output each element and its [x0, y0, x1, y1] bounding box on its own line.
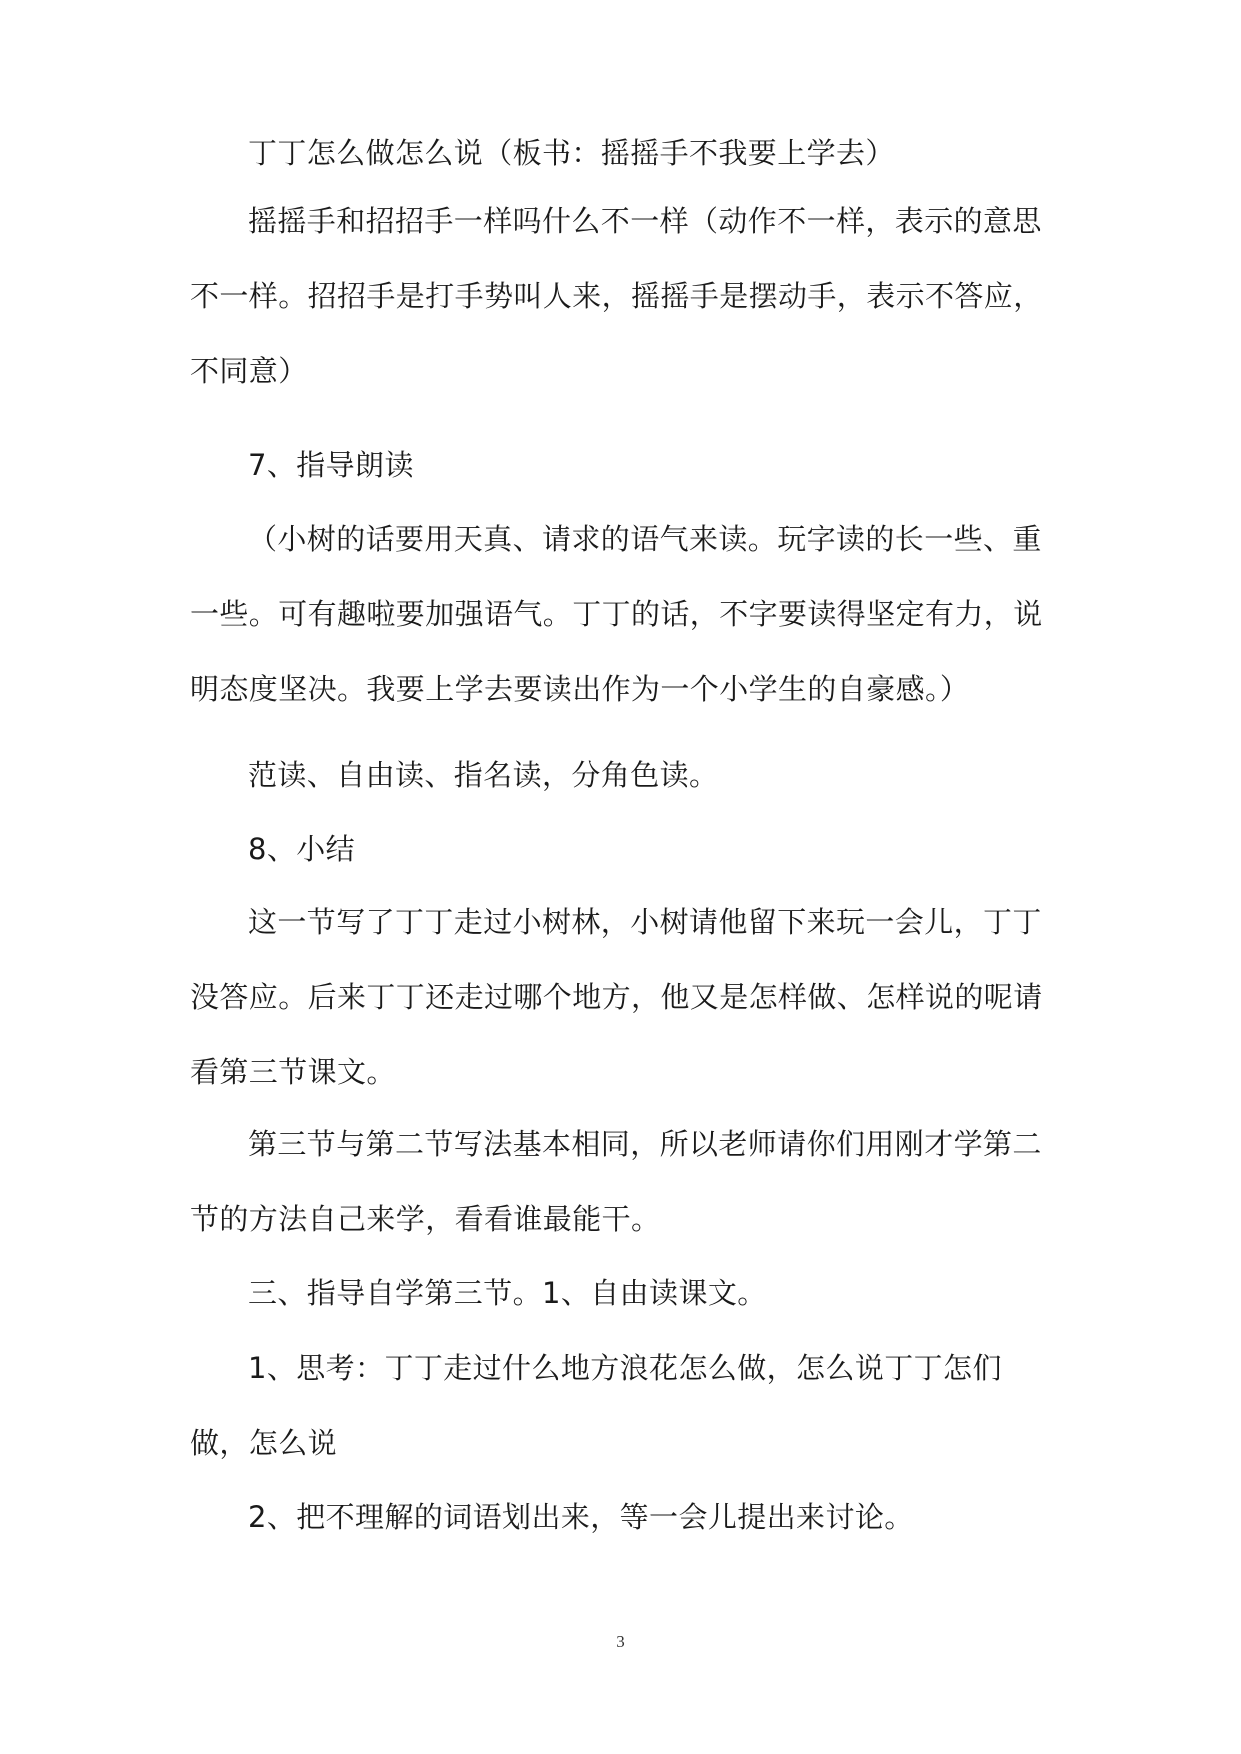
- paragraph: （小树的话要用天真、请求的语气来读。玩字读的长一些、重一些。可有趣啦要加强语气。丁丁的话，不字要读得坚定有力，说明态度坚决。我要上学去要读出作为一个小学生的自豪感。）: [190, 522, 1043, 706]
- paragraph-heading: 7、指导朗读: [248, 448, 414, 482]
- paragraph: 丁丁怎么做怎么说（板书：摇摇手不我要上学去）: [248, 136, 895, 170]
- paragraph: 范读、自由读、指名读，分角色读。: [248, 758, 719, 792]
- paragraph: 第三节与第二节写法基本相同，所以老师请你们用刚才学第二节的方法自己来学，看看谁最能干。: [190, 1127, 1042, 1236]
- paragraph: 摇摇手和招招手一样吗什么不一样（动作不一样，表示的意思不一样。招招手是打手势叫人来，摇摇手是摆动手，表示不答应，不同意）: [190, 204, 1043, 388]
- paragraph-heading: 8、小结: [248, 832, 356, 866]
- paragraph: 三、指导自学第三节。1、自由读课文。: [248, 1276, 767, 1310]
- page-number: 3: [616, 1632, 625, 1651]
- paragraph: 这一节写了丁丁走过小树林，小树请他留下来玩一会儿，丁丁没答应。后来丁丁还走过哪个地方，他又是怎样做、怎样说的呢请看第三节课文。: [190, 905, 1043, 1089]
- paragraph: 1、思考：丁丁走过什么地方浪花怎么做，怎么说丁丁怎们做，怎么说: [190, 1351, 1002, 1460]
- paragraph: 2、把不理解的词语划出来，等一会儿提出来讨论。: [248, 1500, 914, 1534]
